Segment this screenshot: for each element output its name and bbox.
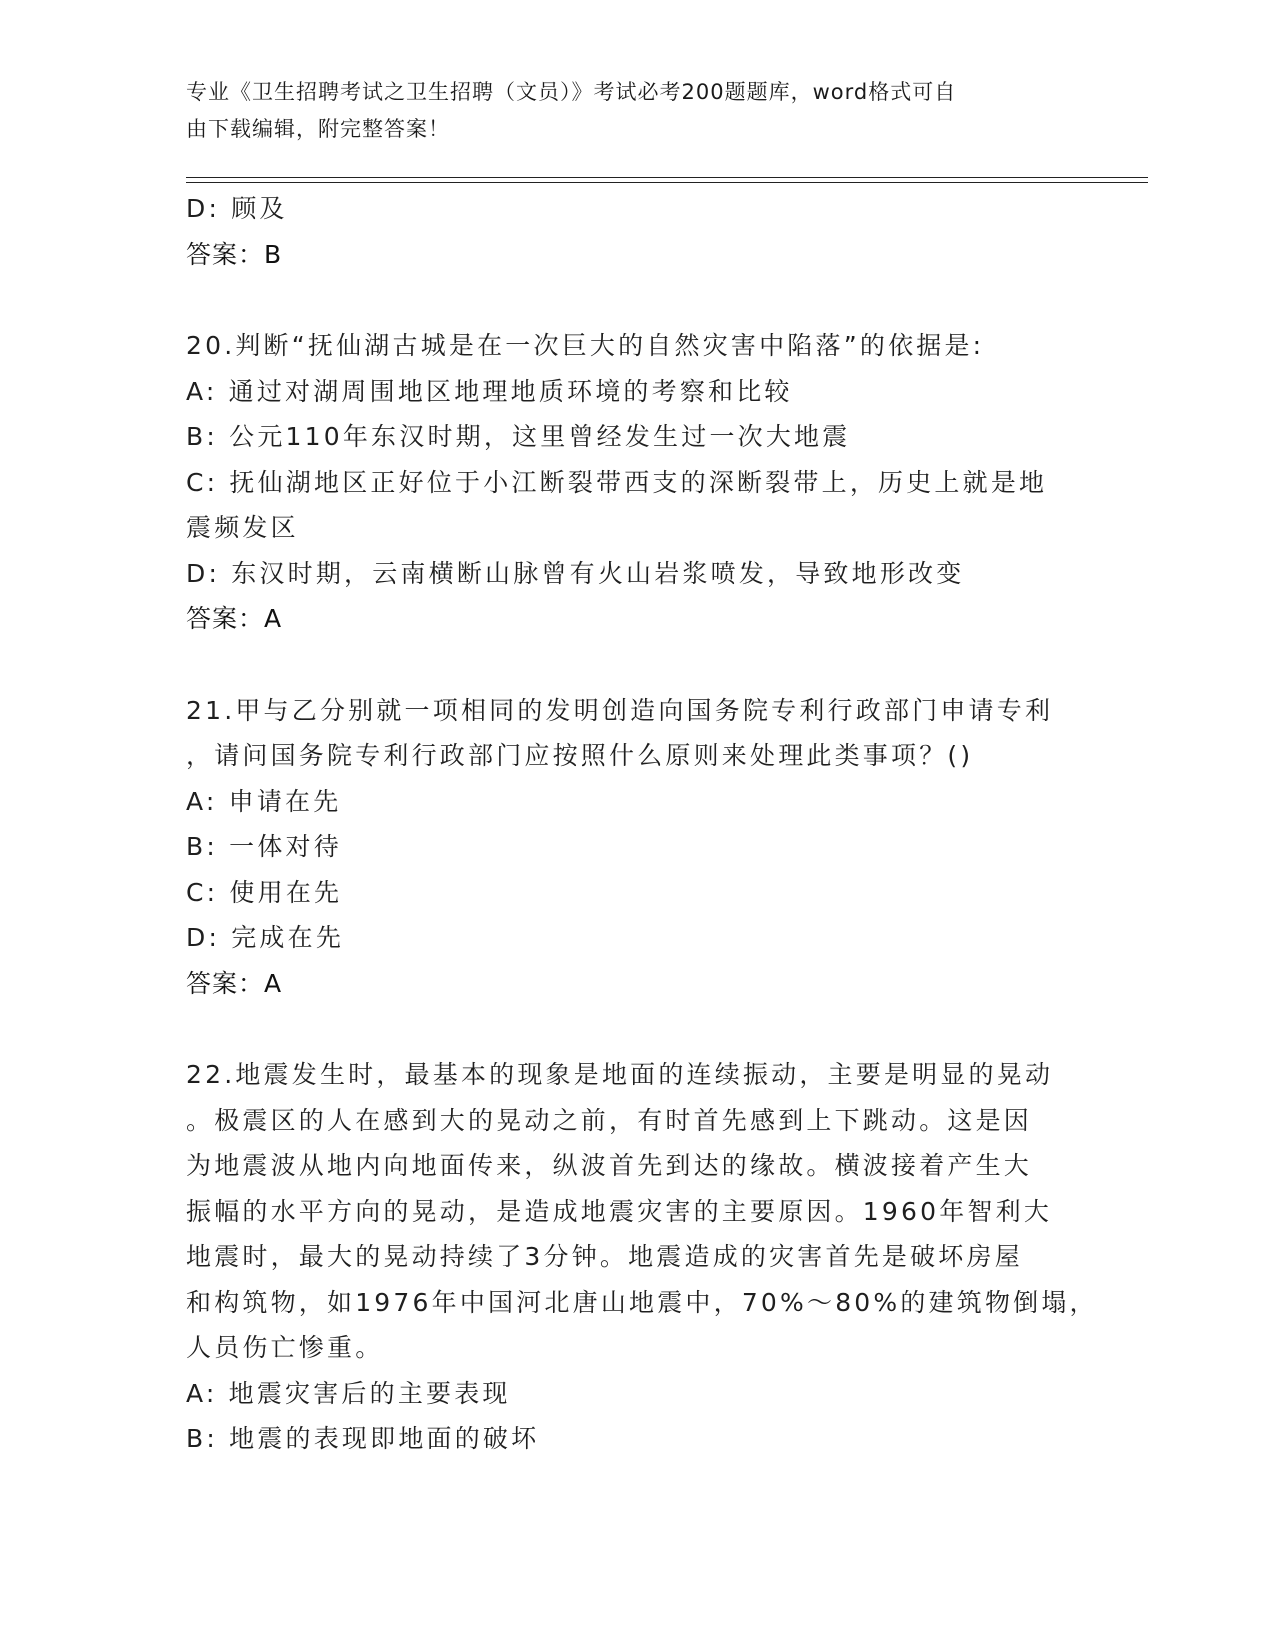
spacer [186, 642, 1106, 688]
question-stem-continued: 为地震波从地内向地面传来，纵波首先到达的缘故。横波接着产生大 [186, 1151, 1033, 1180]
option-c-continued: 震频发区 [186, 513, 299, 542]
question-20 [186, 323, 1106, 642]
option-a: A: 申请在先 [186, 786, 342, 816]
option-b: B: 地震的表现即地面的破坏 [186, 1424, 540, 1453]
option-a: A: 地震灾害后的主要表现 [186, 1378, 511, 1408]
option-c: C: 抚仙湖地区正好位于小江断裂带西支的深断裂带上，历史上就是地 [186, 467, 1048, 497]
option-a: A: 通过对湖周围地区地理地质环境的考察和比较 [186, 376, 793, 406]
prev-option-d: D: 顾及 [186, 194, 288, 223]
question-stem-continued: 和构筑物，如1976年中国河北唐山地震中，70%～80%的建筑物倒塌， [186, 1287, 1098, 1317]
question-stem-continued: 振幅的水平方向的晃动，是造成地震灾害的主要原因。1960年智利大 [186, 1196, 1053, 1226]
question-content [186, 186, 1106, 1462]
question-stem: 22.地震发生时，最基本的现象是地面的连续振动，主要是明显的晃动 [186, 1060, 1054, 1089]
option-c: C: 使用在先 [186, 877, 343, 907]
question-21 [186, 688, 1106, 1007]
question-stem-continued: 人员伤亡惨重。 [186, 1333, 384, 1362]
document-header [186, 74, 1066, 148]
question-stem-continued: 地震时，最大的晃动持续了3分钟。地震造成的灾害首先是破坏房屋 [186, 1242, 1023, 1271]
option-d: D: 完成在先 [186, 923, 345, 952]
spacer [186, 1006, 1106, 1052]
answer: 答案：A [186, 968, 283, 998]
option-b: B: 公元110年东汉时期，这里曾经发生过一次大地震 [186, 422, 851, 451]
question-stem-continued: ，请问国务院专利行政部门应按照什么原则来处理此类事项？() [186, 741, 974, 770]
spacer [186, 277, 1106, 323]
header-line-2: 由下载编辑，附完整答案！ [186, 117, 450, 141]
question-22 [186, 1052, 1106, 1462]
header-line-1: 专业《卫生招聘考试之卫生招聘（文员）》考试必考200题题库，word格式可自 [186, 80, 957, 104]
answer: 答案：A [186, 604, 283, 633]
prev-answer: 答案：B [186, 239, 283, 269]
option-b: B: 一体对待 [186, 832, 342, 861]
question-stem: 21.甲与乙分别就一项相同的发明创造向国务院专利行政部门申请专利 [186, 695, 1054, 725]
question-stem: 20.判断“抚仙湖古城是在一次巨大的自然灾害中陷落”的依据是: [186, 331, 985, 360]
question-stem-continued: 。极震区的人在感到大的晃动之前，有时首先感到上下跳动。这是因 [186, 1105, 1033, 1135]
header-rule-bottom [186, 182, 1148, 183]
option-d: D: 东汉时期，云南横断山脉曾有火山岩浆喷发，导致地形改变 [186, 558, 965, 588]
header-rule-top [186, 177, 1148, 178]
